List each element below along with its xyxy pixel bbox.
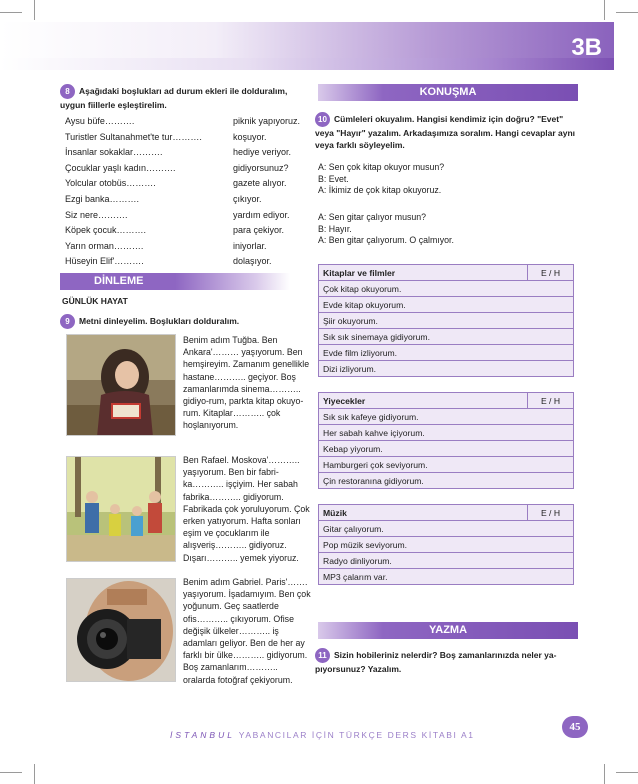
table-row xyxy=(319,553,574,569)
table-row xyxy=(319,297,574,313)
table-row xyxy=(319,281,574,297)
footer-book: YABANCILAR İÇİN TÜRKÇE DERS KİTABI A1 xyxy=(238,730,475,740)
table-cell-statement: Şiir okuyorum. xyxy=(319,313,574,329)
photo-family-walking xyxy=(66,456,176,562)
dialogue-line: B: Hayır. xyxy=(318,223,352,234)
verb-phrase: piknik yapıyoruz. xyxy=(233,116,301,126)
table-row xyxy=(319,313,574,329)
exercise-11-text: Sizin hobileriniz nelerdir? Boş zamanlarınızda neler ya-pıyorsunuz? Yazalım. xyxy=(315,649,557,674)
crop-mark xyxy=(34,0,35,20)
matching-row xyxy=(65,223,315,239)
verb-phrase: hediye veriyor. xyxy=(233,147,292,158)
table-cell-statement: Sık sık sinemaya gidiyorum. xyxy=(319,329,574,345)
table-cell-statement: Sık sık kafeye gidiyorum. xyxy=(319,409,574,425)
section-subtitle: GÜNLÜK HAYAT xyxy=(62,296,128,306)
exercise-10-text: Cümleleri okuyalım. Hangisi kendimiz için doğru? "Evet" veya "Hayır" yazalım. Arkadaşımıza soralım. Hangi cevaplar aynı veya farklı söyleyelim. xyxy=(315,113,576,150)
table-row xyxy=(319,361,574,377)
dialogue-line: A: Sen çok kitap okuyor musun? xyxy=(318,162,445,172)
verb-phrase: çıkıyor. xyxy=(233,193,262,204)
verb-phrase: koşuyor. xyxy=(233,131,267,142)
table-header-title: Müzik xyxy=(319,505,528,521)
verb-phrase: gazete alıyor. xyxy=(233,178,287,189)
dialogue-line: A: İkimiz de çok kitap okuyoruz. xyxy=(318,185,442,196)
exercise-number-badge: 10 xyxy=(315,112,330,127)
matching-row xyxy=(65,176,315,192)
table-row xyxy=(319,537,574,553)
matching-row xyxy=(65,208,315,224)
table-cell-statement: Her sabah kahve içiyorum. xyxy=(319,425,574,441)
photo-woman-reading xyxy=(66,334,176,436)
crop-mark xyxy=(616,772,638,773)
sentence-start: Ezgi banka………. xyxy=(65,193,140,204)
sentence-start: Köpek çocuk………. xyxy=(65,225,147,236)
exercise-number-badge: 8 xyxy=(60,84,75,99)
crop-mark xyxy=(616,12,638,13)
table-header-row xyxy=(319,393,574,409)
table-cell-statement: MP3 çalarım var. xyxy=(319,569,574,585)
table-kitaplar-filmler xyxy=(318,264,574,377)
unit-label: 3B xyxy=(571,34,602,61)
exercise-8-instruction xyxy=(60,84,310,111)
matching-row xyxy=(65,114,315,130)
matching-row xyxy=(65,254,315,270)
exercise-10-instruction xyxy=(315,112,577,151)
sentence-start: Yolcular otobüs………. xyxy=(65,178,156,189)
table-row xyxy=(319,425,574,441)
sentence-start: Yarın orman………. xyxy=(65,240,144,251)
matching-list xyxy=(65,114,315,270)
page-number: 45 xyxy=(562,716,588,738)
table-row xyxy=(319,441,574,457)
table-cell-statement: Pop müzik seviyorum. xyxy=(319,537,574,553)
verb-phrase: iniyorlar. xyxy=(233,240,267,251)
table-header-title: Kitaplar ve filmler xyxy=(319,265,528,281)
crop-mark xyxy=(34,764,35,784)
table-row xyxy=(319,329,574,345)
table-cell-statement: Evde film izliyorum. xyxy=(319,345,574,361)
footer-city: İSTANBUL xyxy=(170,730,235,740)
table-cell-statement: Kebap yiyorum. xyxy=(319,441,574,457)
exercise-11-instruction xyxy=(315,648,577,675)
exercise-number-badge: 9 xyxy=(60,314,75,329)
table-row xyxy=(319,409,574,425)
sentence-start: Siz nere………. xyxy=(65,209,128,220)
sentence-start: Çocuklar yaşlı kadın………. xyxy=(65,162,176,173)
header-stripe xyxy=(0,58,614,70)
table-header-row xyxy=(319,265,574,281)
crop-mark xyxy=(0,12,22,13)
table-cell-statement: Çin restoranına gidiyorum. xyxy=(319,473,574,489)
matching-row xyxy=(65,239,315,255)
listening-paragraph-tugba: Benim adım Tuğba. Ben Ankara'……… yaşıyorum. Ben hemşireyim. Zamanım genellikle hastane……….. geçiyor. Boş zamanlarımda sinema……….. gidiyo-rum, parkta kitap okuyo-rum. Kitaplar……….. çok hoşlanıyorum. xyxy=(183,335,310,431)
crop-mark xyxy=(604,0,605,20)
verb-phrase: gidiyorsunuz? xyxy=(233,162,289,173)
sentence-start: Aysu büfe………. xyxy=(65,116,135,126)
table-yiyecekler xyxy=(318,392,574,489)
exercise-9-text: Metni dinleyelim. Boşlukları dolduralım. xyxy=(79,315,240,326)
verb-phrase: dolaşıyor. xyxy=(233,256,272,267)
sentence-start: Turistler Sultanahmet'te tur………. xyxy=(65,131,202,142)
table-row xyxy=(319,457,574,473)
dialogue-2 xyxy=(318,212,578,247)
table-cell-statement: Dizi izliyorum. xyxy=(319,361,574,377)
exercise-8-text: Aşağıdaki boşlukları ad durum ekleri ile dolduralım, uygun fiillerle eşleştirelim. xyxy=(60,85,288,110)
table-header-eh: E / H xyxy=(528,505,574,521)
exercise-number-badge: 11 xyxy=(315,648,330,663)
table-header-row xyxy=(319,505,574,521)
verb-phrase: para çekiyor. xyxy=(233,225,285,236)
section-header-yazma: YAZMA xyxy=(318,622,578,639)
sentence-start: İnsanlar sokaklar………. xyxy=(65,147,163,158)
matching-row xyxy=(65,130,315,146)
dialogue-line: B: Evet. xyxy=(318,173,349,184)
table-cell-statement: Hamburgeri çok seviyorum. xyxy=(319,457,574,473)
table-row xyxy=(319,473,574,489)
table-header-eh: E / H xyxy=(528,393,574,409)
matching-row xyxy=(65,192,315,208)
crop-mark xyxy=(0,772,22,773)
matching-row xyxy=(65,145,315,161)
table-muzik xyxy=(318,504,574,585)
photo-photographer xyxy=(66,578,176,682)
section-header-dinleme: DİNLEME xyxy=(60,273,290,290)
table-cell-statement: Evde kitap okuyorum. xyxy=(319,297,574,313)
table-cell-statement: Gitar çalıyorum. xyxy=(319,521,574,537)
verb-phrase: yardım ediyor. xyxy=(233,209,290,220)
crop-mark xyxy=(604,764,605,784)
table-row xyxy=(319,521,574,537)
section-header-konusma: KONUŞMA xyxy=(318,84,578,101)
table-cell-statement: Radyo dinliyorum. xyxy=(319,553,574,569)
footer-book-title xyxy=(170,730,475,740)
dialogue-line: A: Sen gitar çalıyor musun? xyxy=(318,212,427,222)
table-header-eh: E / H xyxy=(528,265,574,281)
table-cell-statement: Çok kitap okuyorum. xyxy=(319,281,574,297)
listening-paragraph-rafael: Ben Rafael. Moskova'……….. yaşıyorum. Ben bir fabri-ka……….. işçiyim. Her sabah fabrika……….. gidiyorum. Fabrikada çok yoruluyorum. Çok erken yatıyorum. Hafta sonları eşim ve çocuklarım ile alışveriş……….. gidiyoruz. Dışarı……….. yemek yiyoruz. xyxy=(183,455,310,563)
dialogue-line: A: Ben gitar çalıyorum. O çalmıyor. xyxy=(318,235,454,246)
table-header-title: Yiyecekler xyxy=(319,393,528,409)
matching-row xyxy=(65,161,315,177)
exercise-9-instruction xyxy=(60,314,239,329)
table-row xyxy=(319,569,574,585)
table-row xyxy=(319,345,574,361)
sentence-start: Hüseyin Elif'………. xyxy=(65,256,144,267)
listening-paragraph-gabriel: Benim adım Gabriel. Paris'……. yaşıyorum. İşadamıyım. Ben çok yoğunum. Geç saatlerde ofis……….. çıkıyorum. Ofise değişik ülkeler……….. iş adamları geliyor. Ben de her ay farklı bir ülke……….. gidiyorum. Boş zamanlarım……….. oralarda fotoğraf çekiyorum. xyxy=(183,577,311,685)
dialogue-1 xyxy=(318,162,578,197)
